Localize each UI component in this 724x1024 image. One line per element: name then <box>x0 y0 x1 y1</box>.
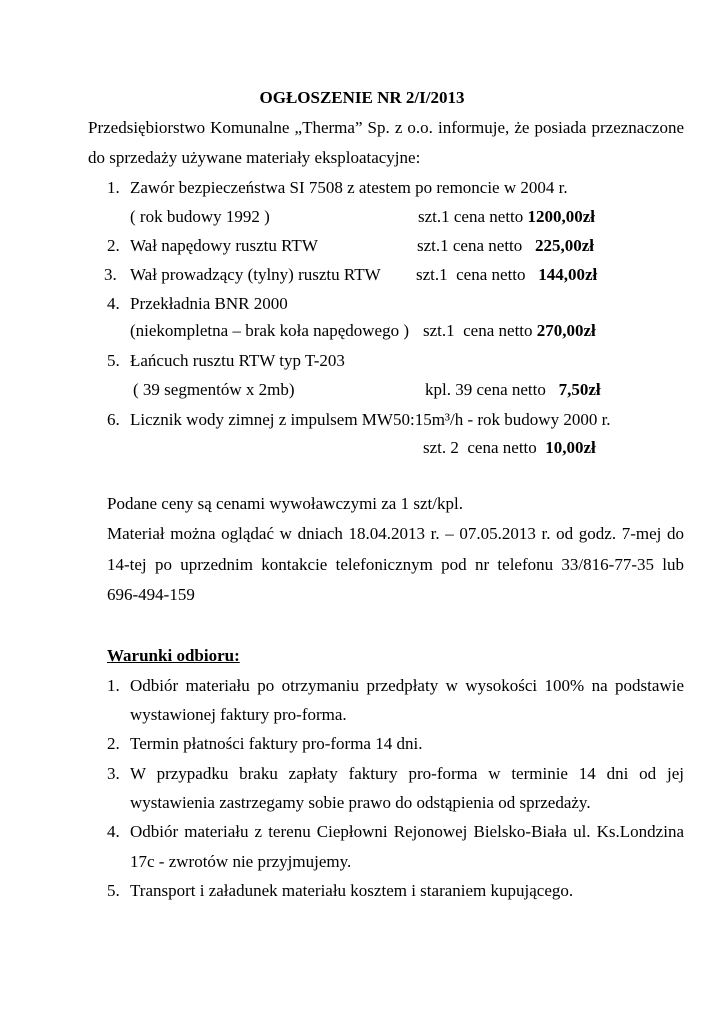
condition-1-line-1: Odbiór materiału po otrzymaniu przedpłaty w wysokości 100% na podstawie <box>130 676 684 695</box>
item-2-description: Wał napędowy rusztu RTW <box>130 236 318 255</box>
item-3-price: 144,00zł <box>538 265 598 284</box>
condition-3-line-2: wystawienia zastrzegamy sobie prawo do odstąpienia od sprzedaży. <box>130 793 591 812</box>
item-4-quantity <box>423 321 596 341</box>
item-1-quantity <box>418 207 595 227</box>
item-4-subdescription: (niekompletna – brak koła napędowego ) <box>130 321 409 340</box>
condition-4-line-2: 17c - zwrotów nie przyjmujemy. <box>130 852 352 871</box>
item-2-number: 2. <box>107 236 120 255</box>
item-3-quantity-label: szt.1 cena netto <box>416 265 526 284</box>
prices-note: Podane ceny są cenami wywoławczymi za 1 szt/kpl. <box>107 494 463 513</box>
item-3-description: Wał prowadzący (tylny) rusztu RTW <box>130 265 381 284</box>
item-4-number: 4. <box>107 294 120 313</box>
item-4-description: Przekładnia BNR 2000 <box>130 294 288 313</box>
item-5-description: Łańcuch rusztu RTW typ T-203 <box>130 351 345 370</box>
condition-2-line-1: Termin płatności faktury pro-forma 14 dni. <box>130 734 423 753</box>
item-3-number: 3. <box>104 265 117 284</box>
item-2-quantity <box>417 236 594 256</box>
item-5-quantity <box>425 380 601 400</box>
conditions-heading: Warunki odbioru: <box>107 646 240 665</box>
item-1-description: Zawór bezpieczeństwa SI 7508 z atestem po remoncie w 2004 r. <box>130 178 568 197</box>
item-1-number: 1. <box>107 178 120 197</box>
item-4-price: 270,00zł <box>536 321 596 340</box>
page-title: OGŁOSZENIE NR 2/I/2013 <box>259 88 465 107</box>
intro-line-2: do sprzedaży używane materiały eksploatacyjne: <box>88 148 421 167</box>
item-6-description: Licznik wody zimnej z impulsem MW50:15m³/h - rok budowy 2000 r. <box>130 410 611 429</box>
condition-2-number: 2. <box>107 734 120 753</box>
item-1-price: 1200,00zł <box>527 207 596 226</box>
item-5-subdescription: ( 39 segmentów x 2mb) <box>133 380 295 399</box>
item-4-quantity-label: szt.1 cena netto <box>423 321 533 340</box>
item-6-price: 10,00zł <box>545 438 596 457</box>
condition-4-line-1: Odbiór materiału z terenu Ciepłowni Rejonowej Bielsko-Biała ul. Ks.Londzina <box>130 822 684 841</box>
condition-5-number: 5. <box>107 881 120 900</box>
intro-line-1: Przedsiębiorstwo Komunalne „Therma” Sp. z o.o. informuje, że posiada przeznaczone <box>88 118 684 137</box>
viewing-line-2: 14-tej po uprzednim kontakcie telefonicznym pod nr telefonu 33/816-77-35 lub <box>107 555 684 574</box>
item-5-number: 5. <box>107 351 120 370</box>
condition-1-line-2: wystawionej faktury pro-forma. <box>130 705 347 724</box>
item-5-quantity-label: kpl. 39 cena netto <box>425 380 546 399</box>
condition-1-number: 1. <box>107 676 120 695</box>
viewing-line-3: 696-494-159 <box>107 585 195 604</box>
item-1-quantity-label: szt.1 cena netto <box>418 207 524 226</box>
condition-3-line-1: W przypadku braku zapłaty faktury pro-forma w terminie 14 dni od jej <box>130 764 684 783</box>
item-2-price: 225,00zł <box>535 236 595 255</box>
condition-3-number: 3. <box>107 764 120 783</box>
item-5-price: 7,50zł <box>558 380 601 399</box>
item-6-quantity <box>423 438 596 458</box>
condition-4-number: 4. <box>107 822 120 841</box>
item-6-number: 6. <box>107 410 120 429</box>
item-2-quantity-label: szt.1 cena netto <box>417 236 523 255</box>
item-6-quantity-label: szt. 2 cena netto <box>423 438 537 457</box>
item-1-subdescription: ( rok budowy 1992 ) <box>130 207 270 226</box>
viewing-line-1: Materiał można oglądać w dniach 18.04.2013 r. – 07.05.2013 r. od godz. 7-mej do <box>107 524 684 543</box>
condition-5-line-1: Transport i załadunek materiału kosztem i staraniem kupującego. <box>130 881 574 900</box>
item-3-quantity <box>416 265 597 285</box>
